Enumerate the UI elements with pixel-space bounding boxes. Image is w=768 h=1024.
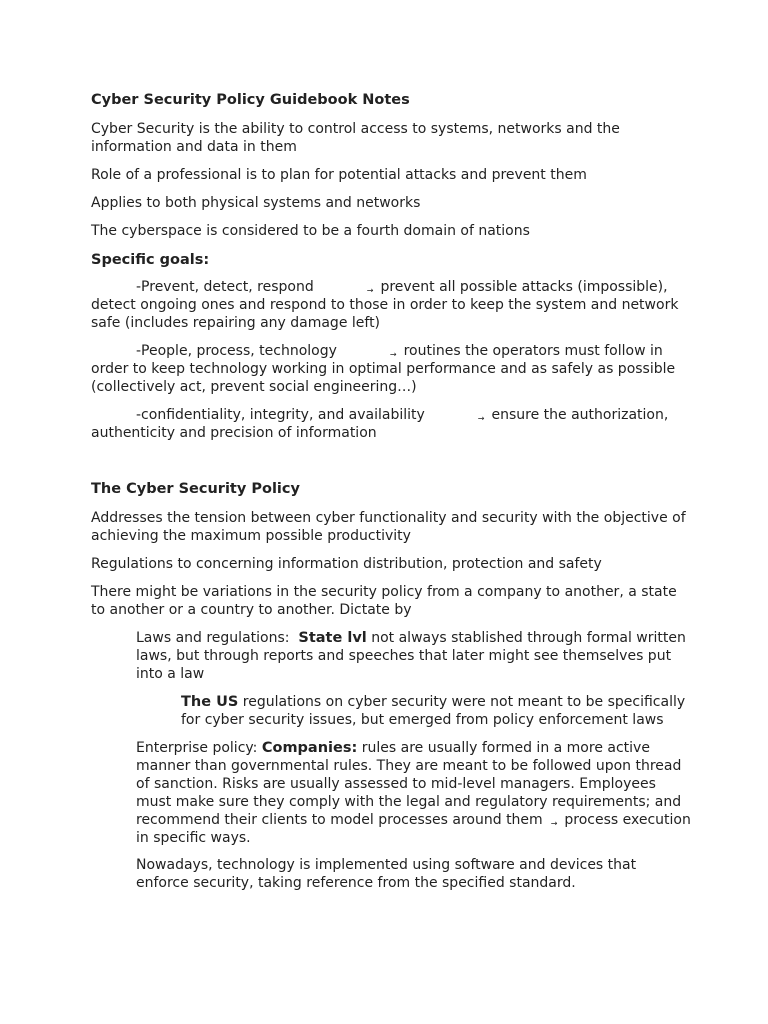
goal-term: -confidentiality, integrity, and availability <box>136 407 425 423</box>
paragraph-cyberspace: The cyberspace is considered to be a fourth domain of nations <box>91 223 530 239</box>
us-regulations-item <box>181 693 691 729</box>
enterprise-policy-item <box>136 739 691 847</box>
paragraph-applies: Applies to both physical systems and networks <box>91 195 421 211</box>
arrow-icon: → <box>366 286 373 295</box>
goal-description: ensure the authorization, authenticity and precision of information <box>91 407 669 441</box>
paragraph-nowadays: Nowadays, technology is implemented using software and devices that enforce security, taking reference from the specified standard. <box>136 857 637 891</box>
laws-regulations-item <box>136 629 691 683</box>
goal-term: -Prevent, detect, respond <box>136 279 314 295</box>
paragraph-regulations: Regulations to concerning information distribution, protection and safety <box>91 556 602 572</box>
paragraph-professional-role: Role of a professional is to plan for potential attacks and prevent them <box>91 167 587 183</box>
goal-description: prevent all possible attacks (impossible), detect ongoing ones and respond to those in order to keep the system and network safe (includes repairing any damage left) <box>91 279 679 331</box>
item-bold: State lvl <box>298 630 367 646</box>
arrow-icon: → <box>389 350 396 359</box>
goal-people-process-technology <box>91 342 691 396</box>
paragraph-tension: Addresses the tension between cyber functionality and security with the objective of achieving the maximum possible productivity <box>91 510 686 544</box>
arrow-icon: → <box>477 414 484 423</box>
specific-goals-heading: Specific goals: <box>91 252 210 268</box>
section-heading-policy: The Cyber Security Policy <box>91 481 300 497</box>
goal-term: -People, process, technology <box>136 343 337 359</box>
item-bold: The US <box>181 694 239 710</box>
item-text: not always stablished through formal written laws, but through reports and speeches that later might see themselves put into a law <box>136 630 686 682</box>
arrow-icon: → <box>550 819 557 828</box>
item-text-end: process execution in specific ways. <box>136 812 691 846</box>
document-title: Cyber Security Policy Guidebook Notes <box>91 92 410 108</box>
item-text: regulations on cyber security were not meant to be specifically for cyber security issues, but emerged from policy enforcement laws <box>181 694 686 728</box>
item-lead: Enterprise policy: <box>136 740 258 756</box>
goal-prevent-detect-respond <box>91 278 691 332</box>
item-text: rules are usually formed in a more active manner than governmental rules. They are meant to be followed upon thread of sanction. Risks are usually assessed to mid-level managers. Employees must make sure they comply with the legal and regulatory requirements; and recommend their clients to model processes around them <box>136 740 682 828</box>
item-lead: Laws and regulations: <box>136 630 290 646</box>
goal-description: routines the operators must follow in order to keep technology working in optimal performance and as safely as possible (collectively act, prevent social engineering…) <box>91 343 676 395</box>
goal-cia <box>91 406 691 442</box>
paragraph-definition: Cyber Security is the ability to control access to systems, networks and the information and data in them <box>91 121 620 155</box>
paragraph-variations: There might be variations in the security policy from a company to another, a state to another or a country to another. Dictate by <box>91 584 677 618</box>
item-bold: Companies: <box>261 740 358 756</box>
